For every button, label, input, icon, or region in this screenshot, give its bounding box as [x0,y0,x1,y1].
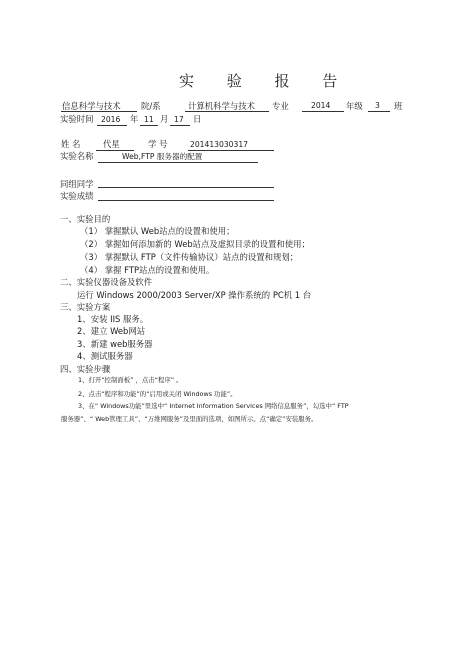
section-4-heading: 四、实验步骤 [60,364,111,374]
month-value: 11 [144,115,154,124]
section-1-item: （2） 掌握如何添加新的 Web站点及虚拟目录的设置和使用； [80,239,310,249]
report-title: 实 验 报 告 [179,72,352,90]
month-underline [140,125,158,126]
day-underline [170,125,190,126]
section-4-step: 3、在“ Windows功能”里选中“ Internet Information Services 网络信息服务”，勾选中“ FTP [78,402,349,410]
section-1-item: （4） 掌握 FTP站点的设置和使用。 [80,265,215,275]
section-3-heading: 三、实验方案 [60,302,111,312]
section-3-item: 1、安装 IIS 服务。 [77,314,149,324]
exp-name-label: 实验名称 [60,151,94,161]
id-value: 201413030317 [190,140,248,149]
name-label: 姓 名 [61,139,81,149]
section-2-text: 运行 Windows 2000/2003 Server/XP 操作系统的 PC机 1 台 [77,290,312,300]
major-label: 专业 [272,101,289,111]
class-label: 班 [394,101,403,111]
exp-name-value: Web,FTP 服务器的配置 [122,152,203,161]
class-value: 3 [375,101,380,110]
section-2-heading: 二、实验仪器设备及软件 [60,277,153,287]
section-1-item: （1） 掌握默认 Web站点的设置和使用； [80,226,235,236]
year-label: 年 [130,114,139,124]
section-3-item: 2、建立 Web网站 [77,326,146,336]
name-underline [96,150,134,151]
id-underline [188,150,274,151]
grade-label: 年级 [346,101,363,111]
grade-underline [302,111,344,112]
dept-label: 院/系 [141,101,161,111]
month-label: 月 [160,114,169,124]
group-underline [98,187,274,188]
major-value: 计算机科学与技术 [188,101,255,111]
exp-name-underline [98,162,258,163]
year-underline [97,125,127,126]
day-label: 日 [193,114,202,124]
section-4-step: 1、打开“控制面板” ，点击“程序” 。 [78,376,183,384]
section-3-item: 3、新建 web服务器 [77,339,153,349]
time-label: 实验时间 [60,114,94,124]
day-value: 17 [174,115,184,124]
id-label: 学 号 [148,139,168,149]
section-1-item: （3） 掌握默认 FTP（文件传输协议）站点的设置和规划； [80,252,299,262]
section-1-heading: 一、实验目的 [60,214,111,224]
name-value: 代星 [103,139,120,149]
score-underline [98,200,274,201]
section-4-step: 2、点击“程序和功能”的“启用或关闭 Windows 功能”。 [78,390,237,398]
score-label: 实验成绩 [60,191,94,201]
section-4-step-continued: 服务器”、“ Web管理工具”、“万维网服务”及里面的选项，如图所示。点“确定”安装服务。 [61,415,318,423]
group-label: 同组同学 [60,179,94,189]
grade-value: 2014 [311,101,331,110]
year-value: 2016 [101,115,121,124]
section-3-item: 4、测试服务器 [77,351,133,361]
class-underline [368,111,390,112]
dept-value: 信息科学与技术 [62,101,121,111]
